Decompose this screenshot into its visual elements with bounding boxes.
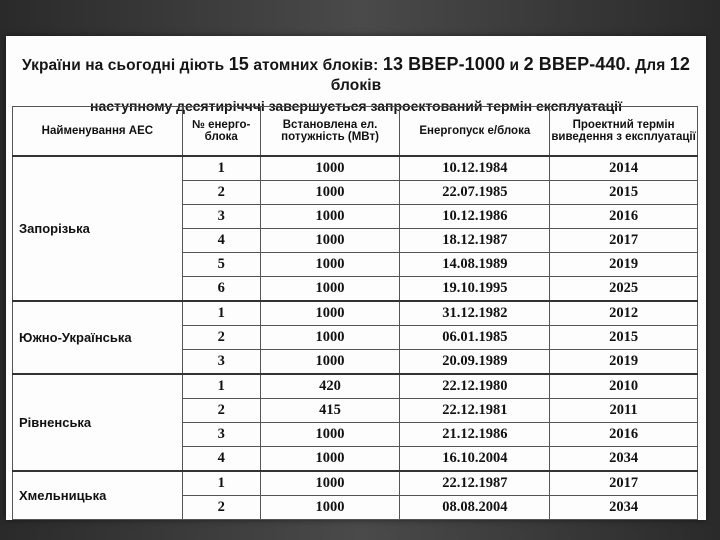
startup-cell: 06.01.1985 (400, 326, 550, 350)
capacity-cell: 1000 (260, 277, 400, 302)
plant-name-cell: Рівненська (13, 374, 183, 471)
unit-cell: 1 (182, 374, 260, 399)
unit-cell: 3 (182, 423, 260, 447)
heading-text: Для (630, 57, 670, 74)
column-header-unit: № енерго-блока (182, 107, 260, 157)
startup-cell: 18.12.1987 (400, 229, 550, 253)
plant-name-cell: Запорізька (13, 156, 183, 301)
unit-cell: 3 (182, 350, 260, 375)
heading-text: атомних блоків: (248, 57, 383, 74)
startup-cell: 22.12.1987 (400, 471, 550, 496)
column-header-startup: Енергопуск е/блока (400, 107, 550, 157)
table-header-row (13, 107, 698, 157)
unit-cell: 2 (182, 496, 260, 520)
table-body (13, 156, 698, 520)
column-header-decommission: Проектний термін виведення з експлуатації (550, 107, 698, 157)
heading-line-1 (6, 54, 706, 96)
heading-reactor-type: 2 ВВЕР-440. (523, 54, 631, 74)
column-header-plant: Найменування АЕС (13, 107, 183, 157)
capacity-cell: 1000 (260, 205, 400, 229)
startup-cell: 22.12.1981 (400, 399, 550, 423)
table-row (13, 301, 698, 326)
heading-text: блоків (330, 77, 382, 94)
heading-reactor-type: 13 ВВЕР-1000 (382, 54, 506, 74)
startup-cell: 10.12.1984 (400, 156, 550, 181)
startup-cell: 20.09.1989 (400, 350, 550, 375)
startup-cell: 14.08.1989 (400, 253, 550, 277)
decommission-cell: 2016 (550, 423, 698, 447)
startup-cell: 19.10.1995 (400, 277, 550, 302)
capacity-cell: 420 (260, 374, 400, 399)
capacity-cell: 1000 (260, 326, 400, 350)
capacity-cell: 1000 (260, 301, 400, 326)
unit-cell: 1 (182, 301, 260, 326)
heading-count: 15 (228, 54, 249, 74)
unit-cell: 1 (182, 156, 260, 181)
decommission-cell: 2019 (550, 350, 698, 375)
decommission-cell: 2011 (550, 399, 698, 423)
decommission-cell: 2015 (550, 181, 698, 205)
decommission-cell: 2012 (550, 301, 698, 326)
decommission-cell: 2017 (550, 229, 698, 253)
capacity-cell: 1000 (260, 229, 400, 253)
startup-cell: 08.08.2004 (400, 496, 550, 520)
unit-cell: 2 (182, 399, 260, 423)
capacity-cell: 1000 (260, 423, 400, 447)
decommission-cell: 2034 (550, 447, 698, 472)
unit-cell: 6 (182, 277, 260, 302)
unit-cell: 4 (182, 229, 260, 253)
capacity-cell: 1000 (260, 496, 400, 520)
decommission-cell: 2025 (550, 277, 698, 302)
startup-cell: 21.12.1986 (400, 423, 550, 447)
heading-text: України на сьогодні діють (21, 57, 229, 74)
decommission-cell: 2015 (550, 326, 698, 350)
capacity-cell: 1000 (260, 253, 400, 277)
startup-cell: 22.07.1985 (400, 181, 550, 205)
unit-cell: 2 (182, 181, 260, 205)
table-row (13, 374, 698, 399)
unit-cell: 3 (182, 205, 260, 229)
capacity-cell: 415 (260, 399, 400, 423)
startup-cell: 22.12.1980 (400, 374, 550, 399)
unit-cell: 5 (182, 253, 260, 277)
unit-cell: 4 (182, 447, 260, 472)
startup-cell: 10.12.1986 (400, 205, 550, 229)
capacity-cell: 1000 (260, 447, 400, 472)
plant-name-cell: Хмельницька (13, 471, 183, 520)
decommission-cell: 2014 (550, 156, 698, 181)
decommission-cell: 2016 (550, 205, 698, 229)
decommission-cell: 2034 (550, 496, 698, 520)
capacity-cell: 1000 (260, 156, 400, 181)
capacity-cell: 1000 (260, 181, 400, 205)
heading-text: и (505, 57, 524, 74)
table-row (13, 156, 698, 181)
npp-units-table (12, 106, 698, 520)
capacity-cell: 1000 (260, 350, 400, 375)
decommission-cell: 2017 (550, 471, 698, 496)
plant-name-cell: Южно-Українська (13, 301, 183, 374)
startup-cell: 16.10.2004 (400, 447, 550, 472)
heading-line-2: наступному десятирічччі завершується запроектований термін експлуатації (90, 98, 622, 114)
unit-cell: 2 (182, 326, 260, 350)
table-row (13, 471, 698, 496)
heading-count: 12 (669, 54, 691, 74)
capacity-cell: 1000 (260, 471, 400, 496)
document-page (6, 36, 706, 520)
unit-cell: 1 (182, 471, 260, 496)
startup-cell: 31.12.1982 (400, 301, 550, 326)
column-header-capacity: Встановлена ел. потужність (МВт) (260, 107, 400, 157)
decommission-cell: 2010 (550, 374, 698, 399)
decommission-cell: 2019 (550, 253, 698, 277)
